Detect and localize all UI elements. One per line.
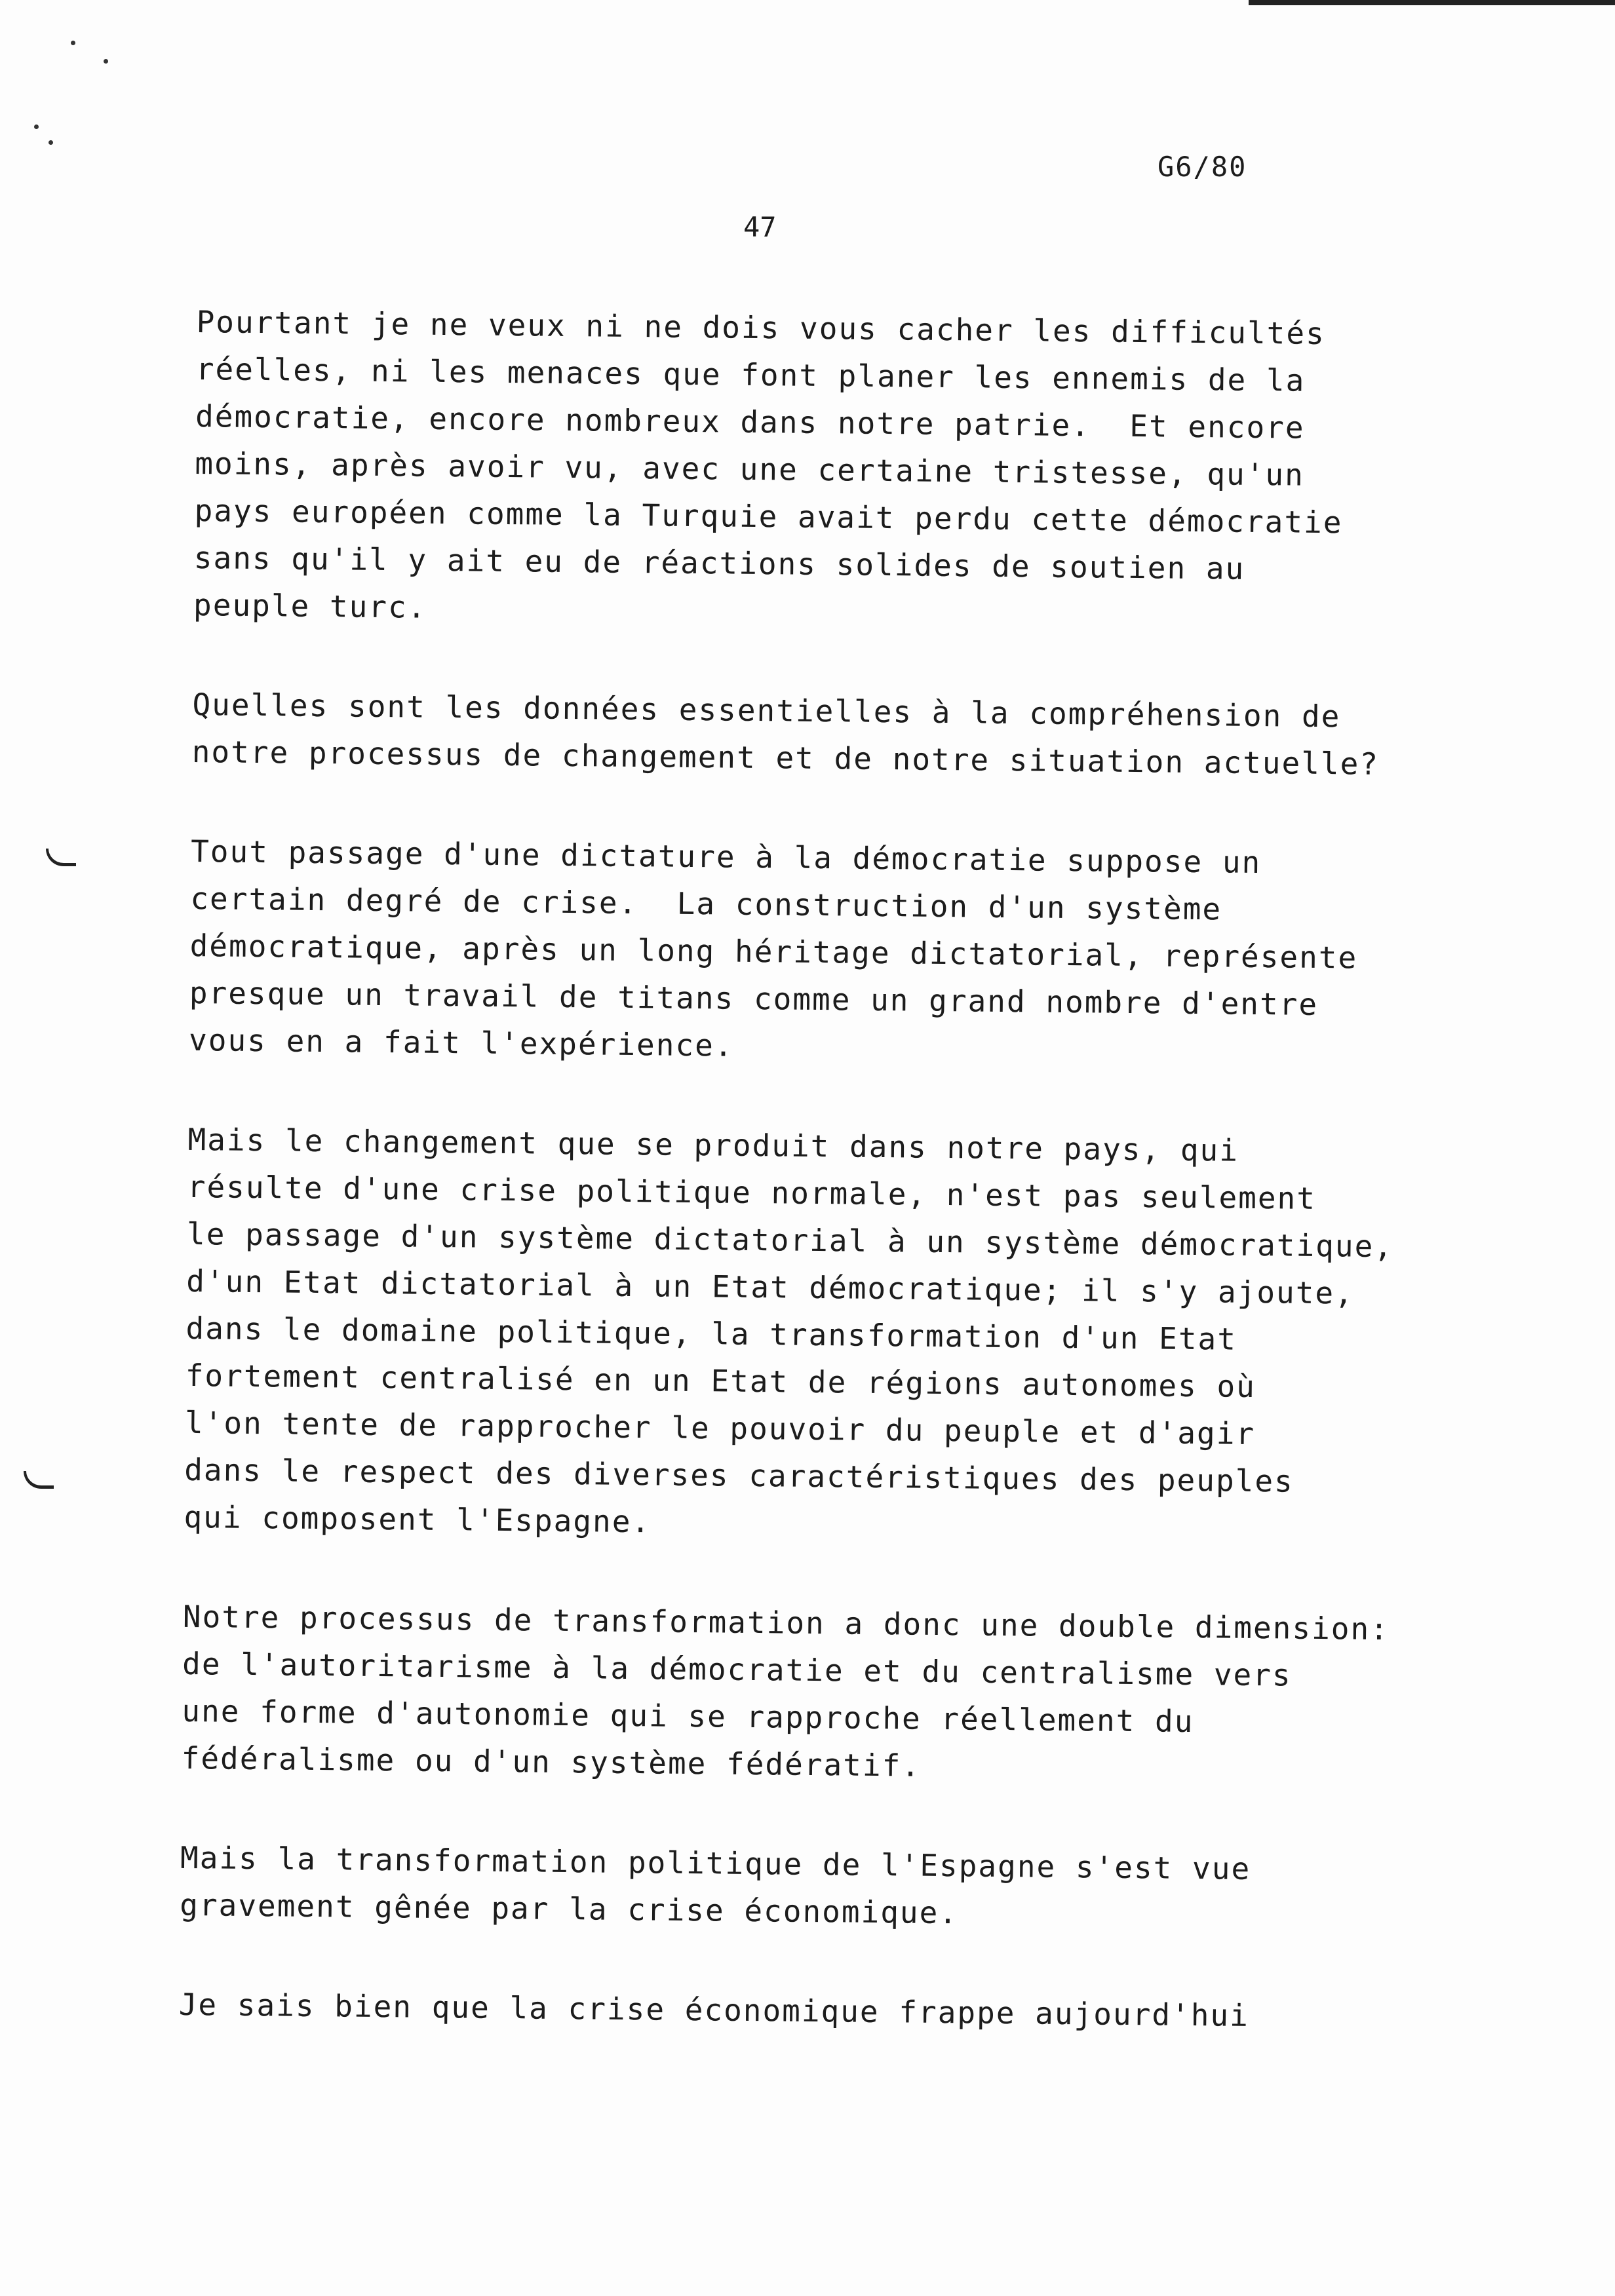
scan-speck — [34, 124, 39, 129]
text-line: démocratique, après un long héritage dictatorial, représente — [189, 927, 1358, 976]
text-line: Quelles sont les données essentielles à la compréhension de — [192, 686, 1341, 735]
text-line: gravement gênée par la crise économique. — [180, 1886, 959, 1931]
margin-mark — [46, 849, 76, 866]
text-line: Tout passage d'une dictature à la démocratie suppose un — [190, 833, 1262, 881]
text-line: qui composent l'Espagne. — [184, 1499, 652, 1540]
text-line: fédéralisme ou d'un système fédératif. — [181, 1740, 922, 1784]
paragraph — [191, 681, 1496, 789]
margin-mark — [24, 1471, 54, 1489]
body-text — [178, 298, 1501, 2094]
top-edge-rule — [1249, 0, 1615, 5]
scan-speck — [71, 41, 75, 45]
text-line: une forme d'autonomie qui se rapproche réellement du — [182, 1693, 1194, 1740]
text-line: dans le domaine politique, la transformation d'un Etat — [185, 1310, 1237, 1357]
scan-speck — [104, 59, 108, 64]
text-line: presque un travail de titans comme un grand nombre d'entre — [189, 974, 1319, 1022]
paragraph — [181, 1593, 1487, 1795]
text-line: peuple turc. — [193, 586, 427, 625]
text-line: Pourtant je ne veux ni ne dois vous cacher les difficultés — [196, 303, 1326, 352]
paragraph — [184, 1116, 1492, 1554]
text-line: Mais le changement que se produit dans notre pays, qui — [187, 1121, 1239, 1168]
text-line: vous en a fait l'expérience. — [188, 1022, 734, 1063]
text-line: Mais la transformation politique de l'Espagne s'est vue — [180, 1839, 1251, 1886]
text-line: résulte d'une crise politique normale, n'est pas seulement — [187, 1168, 1317, 1216]
text-line: certain degré de crise. La construction d'un système — [190, 880, 1222, 927]
paragraph — [178, 1981, 1483, 2042]
text-line: l'on tente de rapprocher le pouvoir du peuple et d'agir — [184, 1404, 1256, 1452]
text-line: sans qu'il y ait eu de réactions solides de soutien au — [193, 539, 1245, 586]
page-number: 47 — [743, 211, 777, 243]
text-line: de l'autoritarisme à la démocratie et du centralisme vers — [182, 1645, 1292, 1693]
paragraph — [180, 1834, 1485, 1942]
text-line: moins, après avoir vu, avec une certaine tristesse, qu'un — [195, 445, 1305, 493]
text-line: fortement centralisé en un Etat de régions autonomes où — [185, 1357, 1256, 1405]
text-line: Je sais bien que la crise économique frappe aujourd'hui — [178, 1986, 1250, 2033]
text-line: le passage d'un système dictatorial à un système démocratique, — [186, 1215, 1394, 1265]
text-line: réelles, ni les menaces que font planer les ennemis de la — [195, 351, 1306, 398]
text-line: d'un Etat dictatorial à un Etat démocratique; il s'y ajoute, — [186, 1263, 1355, 1311]
paragraph — [189, 828, 1496, 1077]
text-line: démocratie, encore nombreux dans notre patrie. Et encore — [195, 398, 1305, 446]
text-line: dans le respect des diverses caractéristiques des peuples — [184, 1451, 1294, 1499]
scan-speck — [49, 140, 53, 145]
paragraph — [193, 298, 1501, 642]
text-line: pays européen comme la Turquie avait perdu cette démocratie — [194, 492, 1343, 541]
text-line: Notre processus de transformation a donc une double dimension: — [182, 1598, 1390, 1647]
document-reference: G6/80 — [1158, 151, 1247, 183]
text-line: notre processus de changement et de notre situation actuelle? — [191, 733, 1380, 782]
